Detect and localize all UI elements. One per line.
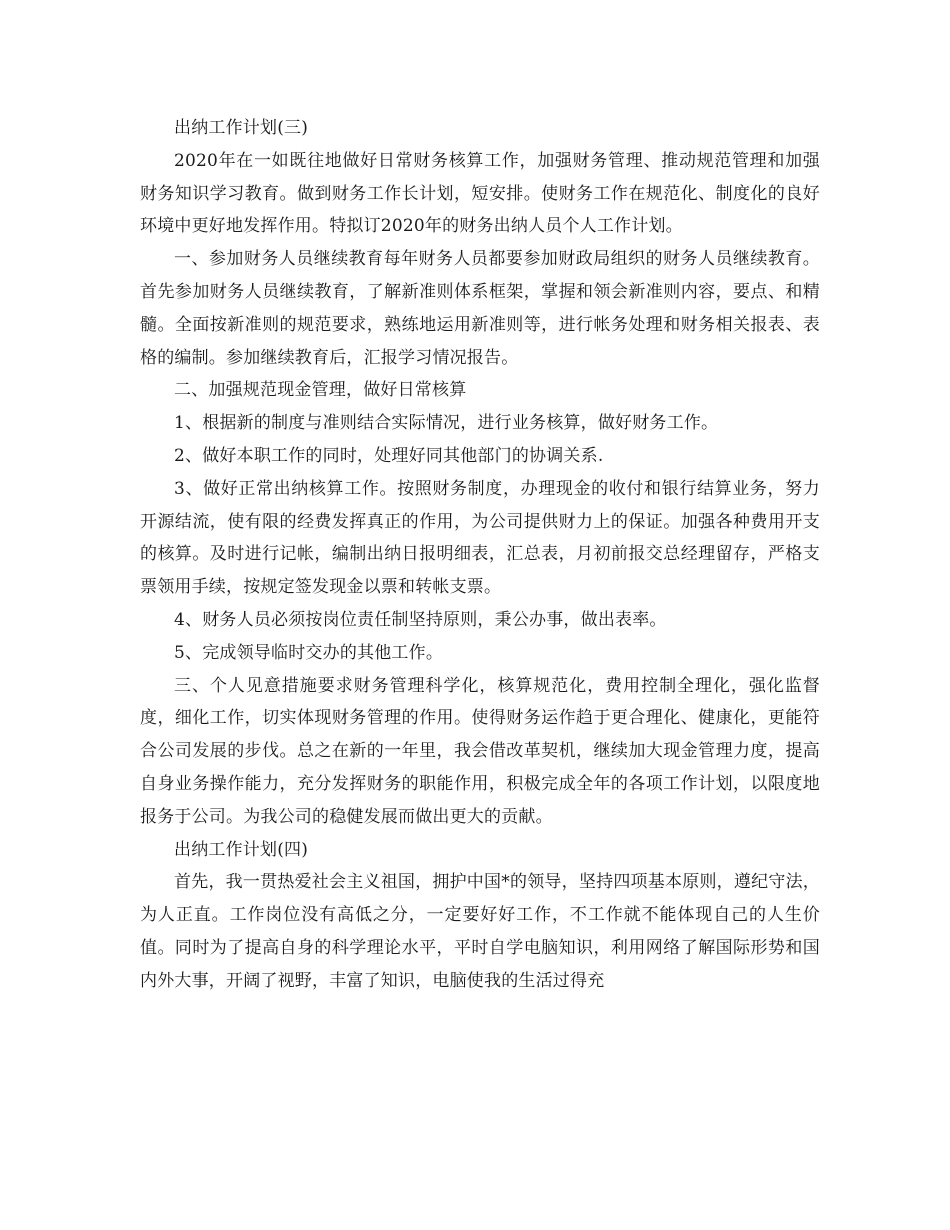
list-item-5: 5、完成领导临时交办的其他工作。 [174,642,444,663]
paragraph-cash-management-heading: 二、加强规范现金管理，做好日常核算 [174,380,467,401]
paragraph-first: 首先，我一贯热爱社会主义祖国，拥护中国*的领导，坚持四项基本原则，遵纪守法，为人正直。工作岗位没有高低之分，一定要好好工作，不工作就不能体现自己的人生价值。同时为了提高自身的科学理论水平，平时自学电脑知识，利用网络了解国际形势和国内外大事，开阔了视野，丰富了知识，电脑使我的生活过得充 [140,872,820,991]
paragraph-personal-measures: 三、个人见意措施要求财务管理科学化，核算规范化，费用控制全理化，强化监督度，细化工作，切实体现财务管理的作用。使得财务运作趋于更合理化、健康化，更能符合公司发展的步伐。总之在新的一年里，我会借改革契机，继续加大现金管理力度，提高自身业务操作能力，充分发挥财务的职能作用，积极完成全年的各项工作计划，以限度地报务于公司。为我公司的稳健发展而做出更大的贡献。 [140,675,820,827]
paragraph-intro-2020: 2020年在一如既往地做好日常财务核算工作，加强财务管理、推动规范管理和加强财务知识学习教育。做到财务工作长计划，短安排。使财务工作在规范化、制度化的良好环境中更好地发挥作用。特拟订2020年的财务出纳人员个人工作计划。 [140,150,820,237]
list-item-3: 3、做好正常出纳核算工作。按照财务制度，办理现金的收付和银行结算业务，努力开源结流，使有限的经费发挥真正的作用，为公司提供财力上的保证。加强各种费用开支的核算。及时进行记帐，编制出纳日报明细表，汇总表，月初前报交总经理留存，严格支票领用手续，按规定签发现金以票和转帐支票。 [140,478,820,598]
list-item-1: 1、根据新的制度与准则结合实际情况，进行业务核算，做好财务工作。 [174,413,719,434]
section-heading-plan-4: 出纳工作计划(四) [174,839,309,860]
document-body [140,112,820,998]
list-item-4: 4、财务人员必须按岗位责任制坚持原则，秉公办事，做出表率。 [174,609,667,630]
paragraph-continuing-education: 一、参加财务人员继续教育每年财务人员都要参加财政局组织的财务人员继续教育。首先参加财务人员继续教育，了解新准则体系框架，掌握和领会新准则内容，要点、和精髓。全面按新准则的规范要求，熟练地运用新准则等，进行帐务处理和财务相关报表、表格的编制。参加继续教育后，汇报学习情况报告。 [140,249,820,368]
section-heading-plan-3: 出纳工作计划(三) [174,118,309,138]
list-item-2: 2、做好本职工作的同时，处理好同其他部门的协调关系. [174,445,604,466]
